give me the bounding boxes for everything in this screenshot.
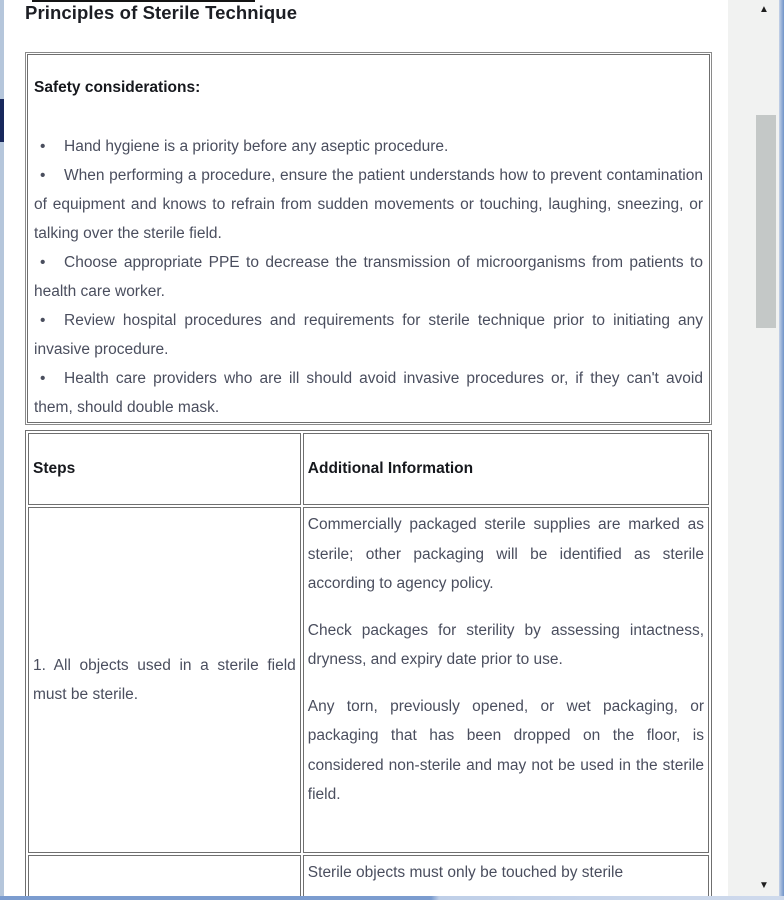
safety-bullet-item: • Review hospital procedures and requirements for sterile technique prior to initiating any invasive procedure. <box>34 306 703 364</box>
page-title: Principles of Sterile Technique <box>25 2 298 23</box>
table-header-row <box>28 433 709 505</box>
left-edge-accent <box>0 99 4 142</box>
safety-bullet-item: • When performing a procedure, ensure the patient understands how to prevent contamination of equipment and knows to refrain from sudden movements or touching, laughing, sneezing, or talking over the sterile field. <box>34 161 703 248</box>
step-cell <box>28 855 301 900</box>
table-row <box>28 855 709 900</box>
info-paragraph: Sterile objects must only be touched by sterile <box>307 864 624 881</box>
safety-bullet-item: • Hand hygiene is a priority before any aseptic procedure. <box>34 132 703 161</box>
table-header-additional-information: Additional Information <box>303 433 709 505</box>
safety-title: Safety considerations: <box>34 79 201 96</box>
down-arrow-icon: ▼ <box>759 880 769 891</box>
info-paragraph: Check packages for sterility by assessing intactness, dryness, and expiry date prior to use. <box>307 621 704 668</box>
step-cell: 1. All objects used in a sterile field must be sterile. <box>28 507 301 853</box>
info-paragraph: Any torn, previously opened, or wet packaging, or packaging that has been dropped on the floor, is considered non-sterile and may not be used in the sterile field. <box>307 697 704 803</box>
scroll-down-button[interactable] <box>753 878 775 894</box>
info-cell <box>303 855 709 900</box>
scrollbar-thumb[interactable] <box>756 115 776 328</box>
up-arrow-icon: ▲ <box>759 4 769 15</box>
info-paragraph: Commercially packaged sterile supplies are marked as sterile; other packaging will be identified as sterile according to agency policy. <box>307 516 704 592</box>
info-cell <box>303 507 709 853</box>
safety-bullet-item: • Health care providers who are ill should avoid invasive procedures or, if they can't avoid them, should double mask. <box>34 364 703 422</box>
scroll-up-button[interactable] <box>753 2 775 18</box>
scrollbar-track[interactable] <box>728 0 779 900</box>
table-header-steps: Steps <box>28 433 301 505</box>
table-row <box>28 507 709 853</box>
steps-table <box>25 430 712 900</box>
window-right-border <box>779 0 784 900</box>
safety-considerations-box <box>25 52 712 425</box>
window-bottom-border <box>0 896 784 900</box>
safety-bullet-item: • Choose appropriate PPE to decrease the transmission of microorganisms from patients to health care worker. <box>34 248 703 306</box>
safety-bullet-list <box>34 132 703 422</box>
safety-considerations-inner <box>27 54 710 423</box>
